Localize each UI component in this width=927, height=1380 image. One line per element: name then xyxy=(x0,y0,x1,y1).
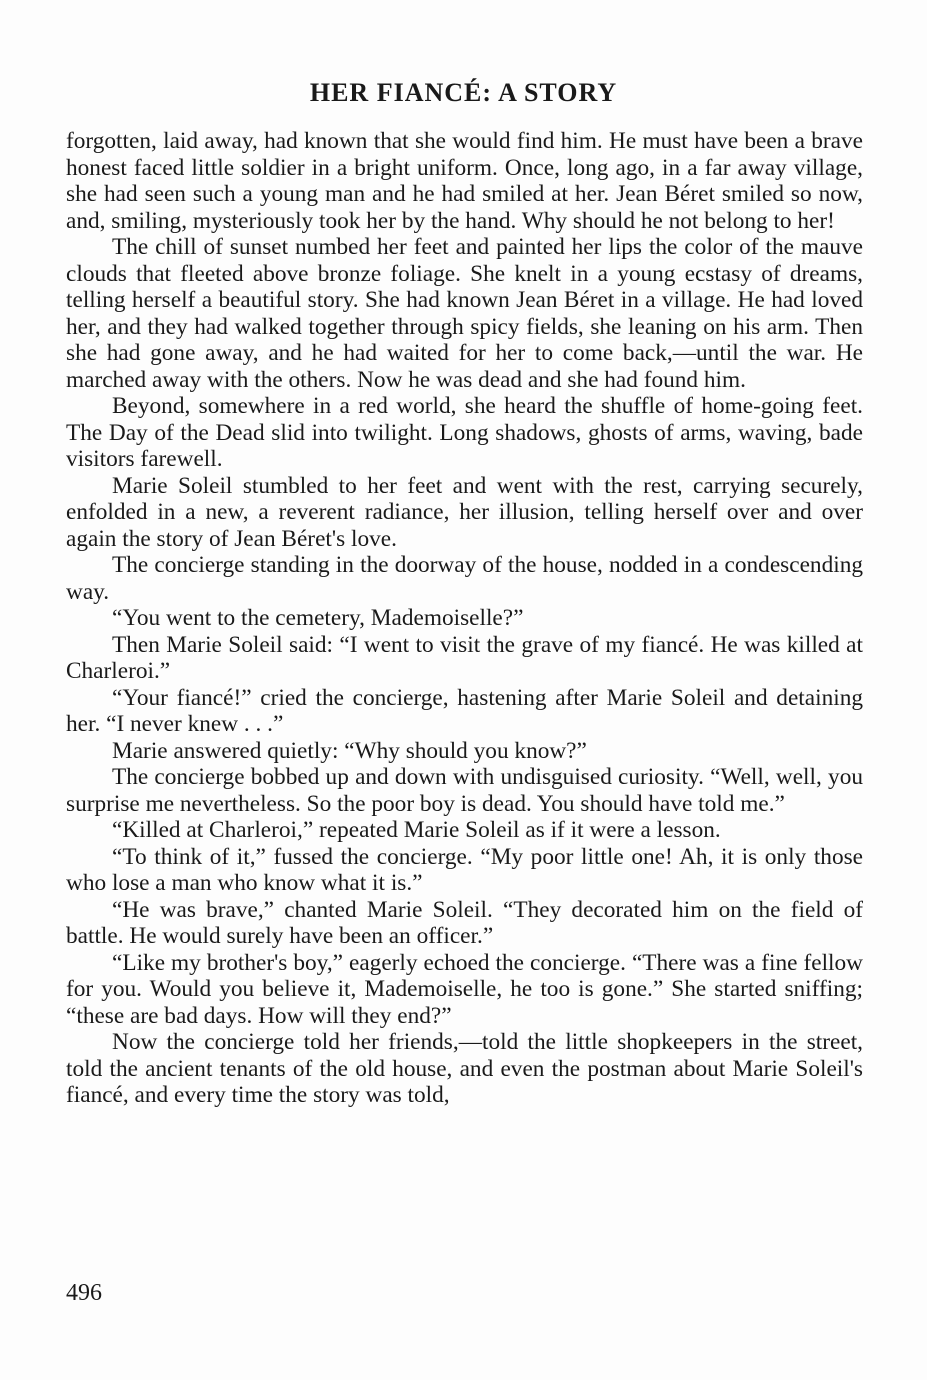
paragraph: Then Marie Soleil said: “I went to visit the grave of my fiancé. He was killed at Charleroi.” xyxy=(66,631,863,684)
body-text xyxy=(66,128,863,1109)
page-number: 496 xyxy=(66,1280,102,1306)
paragraph: The concierge bobbed up and down with undisguised curiosity. “Well, well, you surprise me nevertheless. So the poor boy is dead. You should have told me.” xyxy=(66,764,863,817)
paragraph: “Your fiancé!” cried the concierge, hastening after Marie Soleil and detaining her. “I never knew . . .” xyxy=(66,684,863,737)
paragraph: Marie Soleil stumbled to her feet and went with the rest, carrying securely, enfolded in a new, a reverent radiance, her illusion, telling herself over and over again the story of Jean Béret's love. xyxy=(66,472,863,552)
running-head: HER FIANCÉ: A STORY xyxy=(309,78,618,107)
paragraph: “You went to the cemetery, Mademoiselle?” xyxy=(112,605,524,631)
paragraph: The chill of sunset numbed her feet and painted her lips the color of the mauve clouds that fleeted above bronze foliage. She knelt in a young ecstasy of dreams, telling herself a beautiful story. She had known Jean Béret in a village. He had loved her, and they had walked together through spicy fields, she leaning on his arm. Then she had gone away, and he had waited for her to come back,—until the war. He marched away with the others. Now he was dead and she had found him. xyxy=(66,234,863,393)
paragraph: Beyond, somewhere in a red world, she heard the shuffle of home-going feet. The Day of the Dead slid into twilight. Long shadows, ghosts of arms, waving, bade visitors farewell. xyxy=(66,393,863,472)
paragraph: “Like my brother's boy,” eagerly echoed the concierge. “There was a fine fellow for you. Would you believe it, Mademoiselle, he too is gone.” She started sniffing; “these are bad days. How will they end?” xyxy=(66,949,863,1029)
paragraph: Marie answered quietly: “Why should you know?” xyxy=(112,737,587,764)
paragraph: “To think of it,” fussed the concierge. “My poor little one! Ah, it is only those who lose a man who know what it is.” xyxy=(66,843,863,896)
paragraph: Now the concierge told her friends,—told the little shopkeepers in the street, told the ancient tenants of the old house, and even the postman about Marie Soleil's fiancé, and every time the story was told, xyxy=(66,1029,863,1108)
paragraph: The concierge standing in the doorway of the house, nodded in a condescending way. xyxy=(66,552,863,605)
paragraph: “Killed at Charleroi,” repeated Marie Soleil as if it were a lesson. xyxy=(112,817,721,843)
paragraph: “He was brave,” chanted Marie Soleil. “They decorated him on the field of battle. He would surely have been an officer.” xyxy=(66,896,863,949)
paragraph: forgotten, laid away, had known that she would find him. He must have been a brave honest faced little soldier in a bright uniform. Once, long ago, in a far away village, she had seen such a young man and he had smiled at her. Jean Béret smiled so now, and, smiling, mysteriously took her by the hand. Why should he not belong to her! xyxy=(66,128,863,234)
